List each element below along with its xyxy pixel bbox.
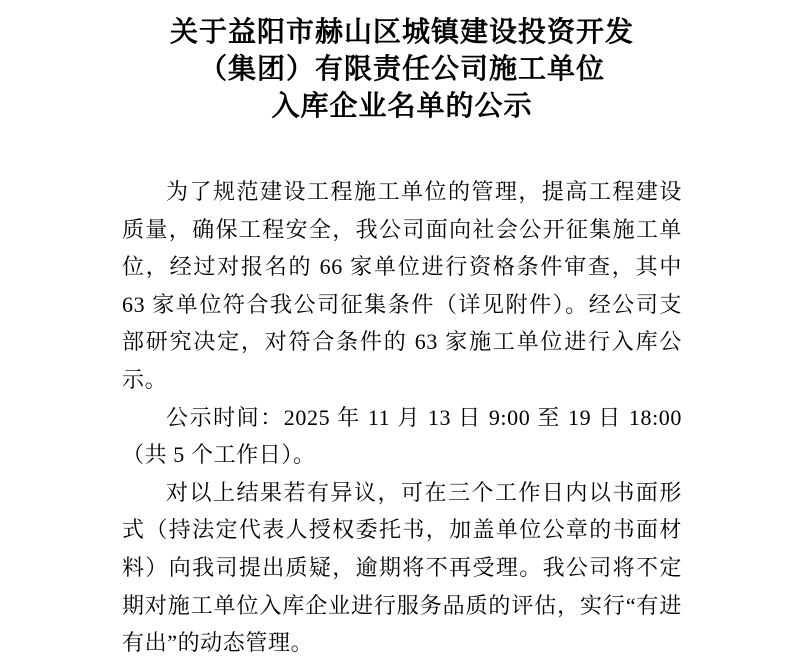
paragraph-publicity-period: 公示时间：2025 年 11 月 13 日 9:00 至 19 日 18:00（共 5 个工作日）。 (122, 404, 682, 468)
paragraph-intro: 为了规范建设工程施工单位的管理，提高工程建设质量，确保工程安全，我公司面向社会公开征集施工单位，经过对报名的 66 家单位进行资格条件审查，其中 63 家单位符合我公司征集条件（详见附件）。经公司支部研究决定，对符合条件的 63 家施工单位进行入库公示。 (122, 179, 682, 392)
title-line-3: 入库企业名单的公示 (271, 91, 533, 122)
title-line-1: 关于益阳市赫山区城镇建设投资开发 (169, 17, 634, 48)
paragraph-objection: 对以上结果若有异议，可在三个工作日内以书面形式（持法定代表人授权委托书，加盖单位公章的书面材料）向我司提出质疑，逾期将不再受理。我公司将不定期对施工单位入库企业进行服务品质的评估，实行“有进有出”的动态管理。 (122, 479, 682, 656)
title-line-2: （集团）有限责任公司施工单位 (198, 54, 605, 85)
document-body (122, 173, 682, 662)
document-title (122, 14, 682, 125)
